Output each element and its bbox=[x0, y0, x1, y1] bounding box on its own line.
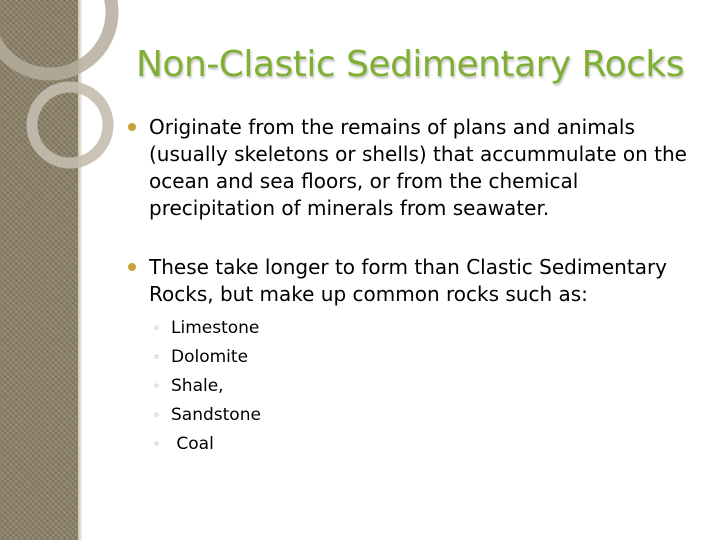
sub-item-sandstone bbox=[149, 401, 688, 430]
sub-item-label: Limestone bbox=[171, 318, 260, 338]
hollow-bullet-icon: ◦ bbox=[153, 350, 161, 364]
sub-item-dolomite bbox=[149, 343, 688, 372]
large-ring-icon bbox=[0, 0, 112, 74]
bullet-item-origin bbox=[128, 114, 688, 222]
slide-body bbox=[128, 114, 688, 459]
small-ring-icon bbox=[32, 87, 108, 163]
bullet-item-formation bbox=[128, 254, 688, 459]
sub-item-label: Sandstone bbox=[171, 405, 261, 425]
sub-item-shale bbox=[149, 372, 688, 401]
sub-item-label: Dolomite bbox=[171, 347, 249, 367]
sub-item-label: Coal bbox=[171, 434, 214, 454]
ring-ornaments-icon bbox=[0, 0, 140, 200]
hollow-bullet-icon: ◦ bbox=[153, 321, 161, 335]
bullet-dot-icon bbox=[128, 123, 136, 131]
bullet-text-formation: These take longer to form than Clastic Sedimentary Rocks, but make up common rocks such as: bbox=[149, 255, 668, 306]
hollow-bullet-icon: ◦ bbox=[153, 408, 161, 422]
rock-examples-list bbox=[149, 314, 688, 459]
bullet-text-origin: Originate from the remains of plans and animals (usually skeletons or shells) that accummulate on the ocean and sea floors, or from the chemical precipitation of minerals from seawater. bbox=[149, 115, 687, 220]
sub-item-label: Shale, bbox=[171, 376, 224, 396]
sub-item-limestone bbox=[149, 314, 688, 343]
slide-title: Non-Clastic Sedimentary Rocks bbox=[136, 44, 684, 85]
bullet-dot-icon bbox=[128, 263, 136, 271]
hollow-bullet-icon: ◦ bbox=[153, 379, 161, 393]
sub-item-coal bbox=[149, 430, 688, 459]
hollow-bullet-icon: ◦ bbox=[153, 437, 161, 451]
